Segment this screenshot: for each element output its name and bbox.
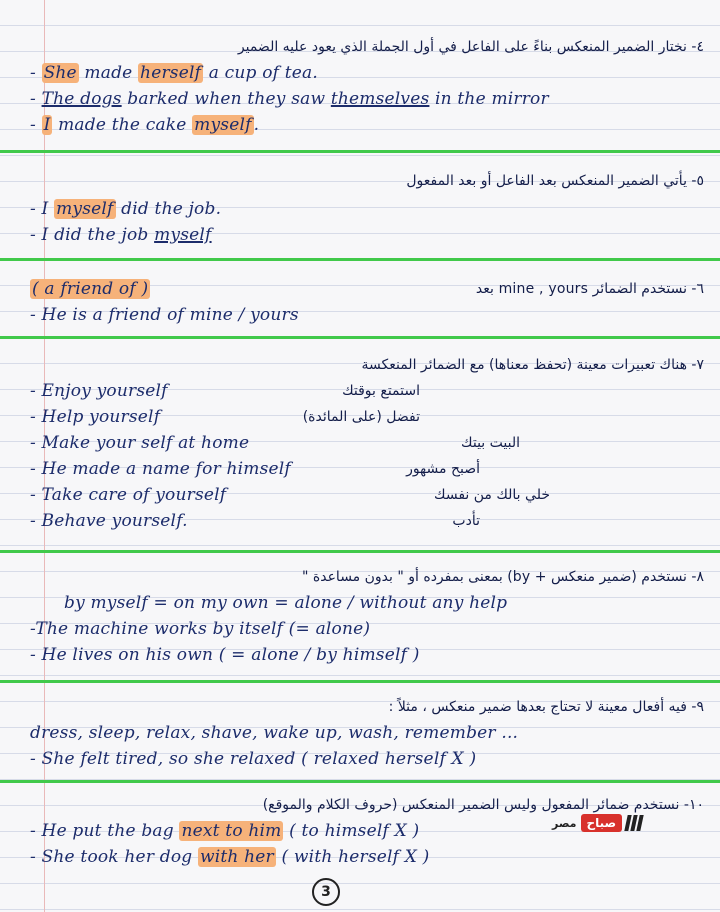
page-number: 3 bbox=[312, 878, 340, 906]
section-6-heading bbox=[0, 276, 720, 302]
section-heading: ٩- فيه أفعال معينة لا تحتاج بعدها ضمير منعكس ، مثلاً : bbox=[388, 699, 704, 715]
section-heading: ٧- هناك تعبيرات معينة (تحفظ معناها) مع الضمائر المنعكسة bbox=[361, 357, 704, 373]
watermark-badge bbox=[552, 812, 642, 834]
section-heading: ٨- نستخدم (ضمير منعكس + by) بمعنى بمفرده أو " بدون مساعدة " bbox=[302, 569, 704, 585]
example-line bbox=[0, 86, 720, 112]
expression-meaning: أصبح مشهور bbox=[406, 461, 480, 477]
expression: - Behave yourself. bbox=[30, 511, 188, 531]
sentence: - He lives on his own ( = alone / by himself ) bbox=[30, 645, 420, 665]
expression-meaning: خلي بالك من نفسك bbox=[434, 487, 550, 503]
example-line bbox=[0, 616, 720, 642]
sentence: - She made herself a cup of tea. bbox=[30, 63, 318, 83]
section-9-heading bbox=[0, 694, 720, 720]
example-line bbox=[0, 720, 720, 746]
section-8-heading bbox=[0, 564, 720, 590]
highlighted-phrase: next to him bbox=[181, 821, 282, 841]
underlined-subject: The dogs bbox=[41, 89, 122, 109]
section-separator bbox=[0, 150, 720, 153]
expression-line bbox=[0, 404, 720, 430]
watermark-country: مصر bbox=[552, 816, 577, 830]
expression-line bbox=[0, 378, 720, 404]
logo-bars-icon bbox=[626, 815, 642, 831]
section-5-heading bbox=[0, 168, 720, 194]
example-line bbox=[0, 196, 720, 222]
expression-meaning: تأدب bbox=[452, 513, 480, 529]
highlighted-phrase: with her bbox=[199, 847, 274, 867]
highlighted-subject: I bbox=[43, 115, 51, 135]
section-separator bbox=[0, 550, 720, 553]
highlighted-subject: She bbox=[43, 63, 77, 83]
expression: - Make your self at home bbox=[30, 433, 250, 453]
expression-meaning: استمتع بوقتك bbox=[342, 383, 420, 399]
heading-english: ( a friend of ) bbox=[32, 279, 149, 299]
sentence: - I myself did the job. bbox=[30, 199, 222, 219]
sentence: - He put the bag next to him ( to himself X ) bbox=[30, 821, 420, 841]
sentence: - The dogs barked when they saw themselves in the mirror bbox=[30, 89, 549, 109]
example-line bbox=[0, 642, 720, 668]
section-separator bbox=[0, 680, 720, 683]
underlined-reflexive: myself bbox=[154, 225, 212, 245]
highlighted-reflexive: myself bbox=[194, 115, 252, 135]
expression-meaning: البيت بيتك bbox=[461, 435, 520, 451]
expression: - He made a name for himself bbox=[30, 459, 291, 479]
section-heading: ٦- نستخدم الضمائر mine , yours بعد bbox=[475, 281, 704, 297]
example-line bbox=[0, 112, 720, 138]
example-line bbox=[0, 844, 720, 870]
highlighted-reflexive: myself bbox=[56, 199, 114, 219]
expression: - Enjoy yourself bbox=[30, 381, 168, 401]
expression-line bbox=[0, 430, 720, 456]
expression: - Take care of yourself bbox=[30, 485, 227, 505]
expression-line bbox=[0, 508, 720, 534]
example-line bbox=[0, 60, 720, 86]
underlined-reflexive: themselves bbox=[330, 89, 430, 109]
expression-line bbox=[0, 482, 720, 508]
sentence: - I did the job myself bbox=[30, 225, 212, 245]
example-line bbox=[0, 590, 720, 616]
sentence: - I made the cake myself . bbox=[30, 115, 260, 135]
section-separator bbox=[0, 780, 720, 783]
expression: - Help yourself bbox=[30, 407, 161, 427]
sentence: by myself = on my own = alone / without any help bbox=[64, 593, 508, 613]
verb-list: dress, sleep, relax, shave, wake up, wash, remember ... bbox=[30, 723, 519, 743]
sentence: - She took her dog with her ( with herself X ) bbox=[30, 847, 430, 867]
example-line bbox=[0, 222, 720, 248]
example-line bbox=[0, 302, 720, 328]
sentence: - She felt tired, so she relaxed ( relaxed herself X ) bbox=[30, 749, 477, 769]
section-separator bbox=[0, 258, 720, 261]
sentence: -The machine works by itself (= alone) bbox=[30, 619, 371, 639]
highlighted-reflexive: herself bbox=[140, 63, 202, 83]
section-heading: ٤- نختار الضمير المنعكس بناءً على الفاعل في أول الجملة الذي يعود عليه الضمير bbox=[237, 39, 704, 55]
expression-line bbox=[0, 456, 720, 482]
section-separator bbox=[0, 336, 720, 339]
section-7-heading bbox=[0, 352, 720, 378]
section-heading: ٥- يأتي الضمير المنعكس بعد الفاعل أو بعد المفعول bbox=[406, 173, 704, 189]
watermark-brand: صباح bbox=[581, 814, 623, 832]
expression-meaning: تفضل (على المائدة) bbox=[302, 409, 420, 425]
section-heading: ١٠- نستخدم ضمائر المفعول وليس الضمير المنعكس (حروف الكلام والموقع) bbox=[262, 797, 704, 813]
sentence: - He is a friend of mine / yours bbox=[30, 305, 299, 325]
section-4-heading bbox=[0, 34, 720, 60]
example-line bbox=[0, 746, 720, 772]
